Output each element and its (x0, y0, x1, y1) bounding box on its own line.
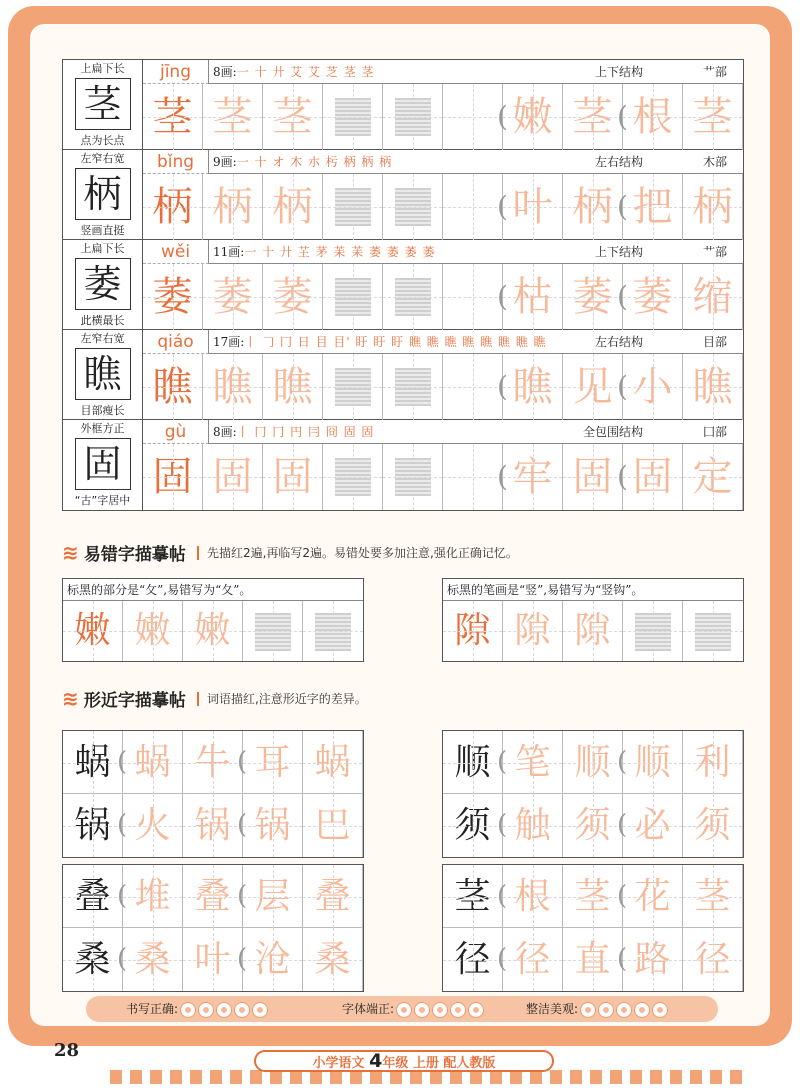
flower-icon[interactable] (598, 1002, 614, 1018)
error-grid-cell[interactable] (243, 601, 303, 661)
paren-mark: ( (497, 881, 508, 911)
tip-top: 上扁下长 (80, 62, 125, 75)
paren-mark: ( (497, 810, 508, 840)
error-model-char: 嫩 (63, 601, 123, 661)
stroke-info (209, 60, 743, 84)
practice-cell-trace[interactable]: 柄 (263, 174, 323, 240)
tip-bottom: 竖画直挺 (80, 224, 125, 237)
word-trace-cell[interactable]: 见 (563, 354, 623, 420)
radical: 木部 (702, 155, 727, 169)
flower-icon[interactable] (432, 1002, 448, 1018)
error-section-desc: 先描红2遍,再临写2遍。易错处要多加注意,强化正确记忆。 (197, 546, 518, 560)
practice-cells (143, 354, 743, 420)
model-char: 茎 (75, 78, 131, 130)
word-trace-cell[interactable]: 固 (563, 444, 623, 510)
similar-trace-cell[interactable]: 巴 (303, 794, 363, 857)
practice-cell-grid[interactable] (383, 174, 443, 240)
similar-box (62, 864, 364, 992)
model-char: 萎 (75, 258, 131, 310)
similar-row (443, 865, 743, 928)
similar-trace-cell[interactable]: 锅 (183, 794, 243, 857)
practice-cell-grid[interactable] (383, 354, 443, 420)
practice-cells (143, 174, 743, 240)
structure: 上下结构 (594, 245, 643, 259)
char-row (63, 330, 743, 420)
paren-mark: ( (497, 747, 508, 777)
word-trace-cell[interactable]: 瞧 (683, 354, 743, 420)
error-cells (443, 601, 743, 661)
paren-mark: ( (117, 747, 128, 777)
practice-cell-trace[interactable]: 柄 (203, 174, 263, 240)
flower-icon[interactable] (216, 1002, 232, 1018)
similar-row (63, 731, 363, 794)
flower-icon[interactable] (468, 1002, 484, 1018)
similar-trace-cell[interactable]: 耳 (243, 731, 303, 794)
practice-cell-trace[interactable]: 瞧 (203, 354, 263, 420)
radical: 艹部 (702, 65, 727, 79)
similar-box (442, 730, 744, 858)
error-trace-cell[interactable]: 隙 (563, 601, 623, 661)
stroke-count: 8画: (213, 425, 237, 439)
similar-row (443, 928, 743, 991)
similar-trace-cell[interactable]: 径 (683, 928, 743, 991)
similar-trace-cell[interactable]: 径 (503, 928, 563, 991)
char-label (63, 330, 143, 420)
wave-icon: ≋ (62, 686, 79, 711)
word-trace-cell[interactable]: 枯 (503, 264, 563, 330)
stroke-info (209, 330, 743, 354)
char-row (63, 60, 743, 150)
word-trace-cell[interactable]: 叶 (503, 174, 563, 240)
practice-cell-grid[interactable] (323, 354, 383, 420)
flower-icon[interactable] (252, 1002, 268, 1018)
stroke-info (209, 240, 743, 264)
footer-volume: 上册 (412, 1056, 439, 1071)
rating-correct (126, 996, 268, 1022)
similar-trace-cell[interactable]: 火 (123, 794, 183, 857)
word-trace-cell[interactable]: 萎 (623, 264, 683, 330)
practice-cell-main: 萎 (143, 264, 203, 330)
radical: 目部 (702, 335, 727, 349)
similar-model-char: 顺 (443, 731, 503, 794)
word-trace-cell[interactable]: 萎 (563, 264, 623, 330)
similar-model-char: 蜗 (63, 731, 123, 794)
stroke-count: 9画: (213, 155, 237, 169)
similar-trace-cell[interactable]: 触 (503, 794, 563, 857)
paren-mark: ( (497, 944, 508, 974)
paren-mark: ( (617, 370, 628, 403)
rating-clean-label: 整洁美观: (526, 1002, 579, 1016)
similar-trace-cell[interactable]: 路 (623, 928, 683, 991)
word-trace-cell[interactable]: 缩 (683, 264, 743, 330)
similar-trace-cell[interactable]: 桑 (303, 928, 363, 991)
practice-cells (143, 264, 743, 330)
footer-subject: 小学语文 (312, 1056, 365, 1071)
similar-trace-cell[interactable]: 须 (563, 794, 623, 857)
paren-mark: ( (117, 881, 128, 911)
pinyin: jīng (143, 60, 209, 84)
similar-section-desc: 词语描红,注意形近字的差异。 (197, 692, 367, 706)
model-char: 柄 (75, 168, 131, 220)
paren-mark: ( (497, 190, 508, 223)
footer-grade: 4 (369, 1050, 383, 1072)
paren-mark: ( (497, 100, 508, 133)
flower-icon[interactable] (616, 1002, 632, 1018)
error-section-title: 易错字描摹帖 (83, 545, 186, 565)
similar-box (442, 864, 744, 992)
similar-trace-cell[interactable]: 茎 (683, 865, 743, 928)
similar-trace-cell[interactable]: 牛 (183, 731, 243, 794)
error-trace-cell[interactable]: 隙 (503, 601, 563, 661)
paren-mark: ( (617, 881, 628, 911)
flower-icon[interactable] (414, 1002, 430, 1018)
similar-trace-cell[interactable]: 笔 (503, 731, 563, 794)
paren-mark: ( (617, 747, 628, 777)
similar-model-char: 须 (443, 794, 503, 857)
word-trace-cell[interactable]: 牢 (503, 444, 563, 510)
practice-cell-grid[interactable] (383, 84, 443, 150)
similar-row (443, 731, 743, 794)
rating-bar (86, 996, 718, 1022)
practice-cell-grid[interactable] (323, 84, 383, 150)
stroke-count: 11画: (213, 245, 245, 259)
tip-bottom: 此横最长 (80, 314, 125, 327)
error-box (442, 578, 744, 662)
stroke-info (209, 150, 743, 174)
word-trace-cell[interactable]: 根 (623, 84, 683, 150)
flower-icon[interactable] (634, 1002, 650, 1018)
practice-cell-grid[interactable] (383, 264, 443, 330)
model-char: 瞧 (75, 348, 131, 400)
word-trace-cell[interactable]: 柄 (563, 174, 623, 240)
paren-mark: ( (497, 370, 508, 403)
similar-model-char: 锅 (63, 794, 123, 857)
rating-correct-label: 书写正确: (126, 1002, 179, 1016)
error-trace-cell[interactable]: 嫩 (123, 601, 183, 661)
stroke-info (209, 420, 743, 444)
practice-cell-trace[interactable]: 萎 (263, 264, 323, 330)
stroke-order: 丨 𠃌 冂 日 目 目' 盱 盱 盱 瞧 瞧 瞧 瞧 瞧 瞧 瞧 瞧 (244, 335, 547, 349)
pinyin: gù (143, 420, 209, 444)
practice-cell-trace[interactable]: 茎 (203, 84, 263, 150)
error-section-header (62, 540, 518, 566)
practice-cell-empty[interactable] (443, 264, 503, 330)
practice-cell-grid[interactable] (323, 264, 383, 330)
practice-cell-trace[interactable]: 瞧 (263, 354, 323, 420)
similar-trace-cell[interactable]: 直 (563, 928, 623, 991)
paren-mark: ( (117, 810, 128, 840)
flower-icon[interactable] (234, 1002, 250, 1018)
structure: 左右结构 (594, 335, 643, 349)
practice-cell-empty[interactable] (443, 354, 503, 420)
error-trace-cell[interactable]: 嫩 (183, 601, 243, 661)
practice-cell-empty[interactable] (443, 174, 503, 240)
practice-cell-grid[interactable] (323, 174, 383, 240)
similar-row (63, 928, 363, 991)
similar-trace-cell[interactable]: 沧 (243, 928, 303, 991)
word-trace-cell[interactable]: 把 (623, 174, 683, 240)
similar-trace-cell[interactable]: 桑 (123, 928, 183, 991)
practice-cell-main: 瞧 (143, 354, 203, 420)
word-trace-cell[interactable]: 茎 (563, 84, 623, 150)
char-label (63, 60, 143, 150)
flower-icon[interactable] (652, 1002, 668, 1018)
character-table (62, 59, 744, 511)
pinyin: qiáo (143, 330, 209, 354)
error-title: 标黑的部分是“攵”,易错写为“夂”。 (63, 579, 363, 601)
similar-trace-cell[interactable]: 花 (623, 865, 683, 928)
rating-clean (526, 996, 668, 1022)
char-row (63, 240, 743, 330)
paren-mark: ( (237, 881, 248, 911)
structure: 上下结构 (594, 65, 643, 79)
tip-bottom: “古”字居中 (74, 494, 131, 507)
paren-mark: ( (237, 810, 248, 840)
stroke-count: 8画: (213, 65, 237, 79)
word-trace-cell[interactable]: 嫩 (503, 84, 563, 150)
paren-mark: ( (237, 944, 248, 974)
error-title: 标黑的笔画是“竖”,易错写为“竖钩”。 (443, 579, 743, 601)
practice-cell-main: 固 (143, 444, 203, 510)
similar-section-header (62, 686, 367, 712)
similar-trace-cell[interactable]: 层 (243, 865, 303, 928)
practice-cells (143, 444, 743, 510)
similar-trace-cell[interactable]: 锅 (243, 794, 303, 857)
char-label (63, 150, 143, 240)
practice-cell-grid[interactable] (323, 444, 383, 510)
paren-mark: ( (617, 190, 628, 223)
error-grid-cell[interactable] (683, 601, 743, 661)
practice-cell-trace[interactable]: 固 (203, 444, 263, 510)
char-label (63, 420, 143, 510)
practice-cell-empty[interactable] (443, 444, 503, 510)
footer-label (254, 1050, 554, 1072)
word-trace-cell[interactable]: 定 (683, 444, 743, 510)
error-box (62, 578, 364, 662)
similar-trace-cell[interactable]: 顺 (623, 731, 683, 794)
similar-section-title: 形近字描摹帖 (83, 691, 186, 711)
footer-grade-suffix: 年级 (382, 1056, 409, 1071)
similar-trace-cell[interactable]: 顺 (563, 731, 623, 794)
flower-icon[interactable] (180, 1002, 196, 1018)
similar-model-char: 桑 (63, 928, 123, 991)
paren-mark: ( (617, 100, 628, 133)
practice-cell-empty[interactable] (443, 84, 503, 150)
paren-mark: ( (237, 747, 248, 777)
paren-mark: ( (497, 460, 508, 493)
similar-trace-cell[interactable]: 蜗 (303, 731, 363, 794)
paren-mark: ( (617, 460, 628, 493)
similar-row (63, 794, 363, 857)
model-char: 固 (75, 438, 131, 490)
similar-trace-cell[interactable]: 必 (623, 794, 683, 857)
practice-cell-trace[interactable]: 萎 (203, 264, 263, 330)
wave-icon: ≋ (62, 540, 79, 565)
flower-icon[interactable] (396, 1002, 412, 1018)
stroke-order: 一 十 オ 木 朩 杇 柄 柄 柄 (236, 155, 393, 169)
radical: 囗部 (702, 425, 727, 439)
similar-row (443, 794, 743, 857)
tip-top: 外框方正 (80, 422, 125, 435)
similar-model-char: 茎 (443, 865, 503, 928)
tip-bottom: 目部瘦长 (80, 404, 125, 417)
char-row (63, 420, 743, 510)
error-model-char: 隙 (443, 601, 503, 661)
similar-trace-cell[interactable]: 叠 (183, 865, 243, 928)
similar-trace-cell[interactable]: 叶 (183, 928, 243, 991)
paren-mark: ( (617, 280, 628, 313)
similar-box (62, 730, 364, 858)
similar-model-char: 径 (443, 928, 503, 991)
stroke-order: 一 十 廾 芏 茅 苿 苿 萎 萎 萎 萎 (244, 245, 436, 259)
pinyin: wěi (143, 240, 209, 264)
tip-bottom: 点为长点 (80, 134, 125, 147)
word-trace-cell[interactable]: 柄 (683, 174, 743, 240)
tip-top: 左窄右宽 (80, 152, 125, 165)
similar-trace-cell[interactable]: 堆 (123, 865, 183, 928)
practice-cell-trace[interactable]: 固 (263, 444, 323, 510)
similar-trace-cell[interactable]: 利 (683, 731, 743, 794)
practice-cell-grid[interactable] (383, 444, 443, 510)
rating-neat-label: 字体端正: (342, 1002, 395, 1016)
stroke-order: 丨 冂 冂 円 冃 冏 固 固 (236, 425, 375, 439)
practice-cell-main: 柄 (143, 174, 203, 240)
paren-mark: ( (117, 944, 128, 974)
paren-mark: ( (497, 280, 508, 313)
similar-trace-cell[interactable]: 蜗 (123, 731, 183, 794)
page-number: 28 (54, 1040, 80, 1061)
error-grid-cell[interactable] (303, 601, 363, 661)
word-trace-cell[interactable]: 瞧 (503, 354, 563, 420)
similar-trace-cell[interactable]: 茎 (563, 865, 623, 928)
practice-cell-main: 茎 (143, 84, 203, 150)
structure: 左右结构 (594, 155, 643, 169)
paren-mark: ( (617, 810, 628, 840)
similar-trace-cell[interactable]: 根 (503, 865, 563, 928)
similar-trace-cell[interactable]: 叠 (303, 865, 363, 928)
rating-neat (342, 996, 484, 1022)
word-trace-cell[interactable]: 固 (623, 444, 683, 510)
footer-edition: 配人教版 (443, 1056, 496, 1071)
flower-icon[interactable] (198, 1002, 214, 1018)
error-cells (63, 601, 363, 661)
tip-top: 左窄右宽 (80, 332, 125, 345)
radical: 艹部 (702, 245, 727, 259)
word-trace-cell[interactable]: 小 (623, 354, 683, 420)
paren-mark: ( (617, 944, 628, 974)
practice-cells (143, 84, 743, 150)
similar-model-char: 叠 (63, 865, 123, 928)
char-row (63, 150, 743, 240)
stroke-order: 一 十 廾 艾 艾 芝 茎 茎 (236, 65, 375, 79)
error-grid-cell[interactable] (623, 601, 683, 661)
char-label (63, 240, 143, 330)
structure: 全包围结构 (582, 425, 643, 439)
word-trace-cell[interactable]: 茎 (683, 84, 743, 150)
tip-top: 上扁下长 (80, 242, 125, 255)
pinyin: bǐng (143, 150, 209, 174)
flower-icon[interactable] (580, 1002, 596, 1018)
stroke-count: 17画: (213, 335, 245, 349)
similar-trace-cell[interactable]: 须 (683, 794, 743, 857)
flower-icon[interactable] (450, 1002, 466, 1018)
similar-row (63, 865, 363, 928)
practice-cell-trace[interactable]: 茎 (263, 84, 323, 150)
